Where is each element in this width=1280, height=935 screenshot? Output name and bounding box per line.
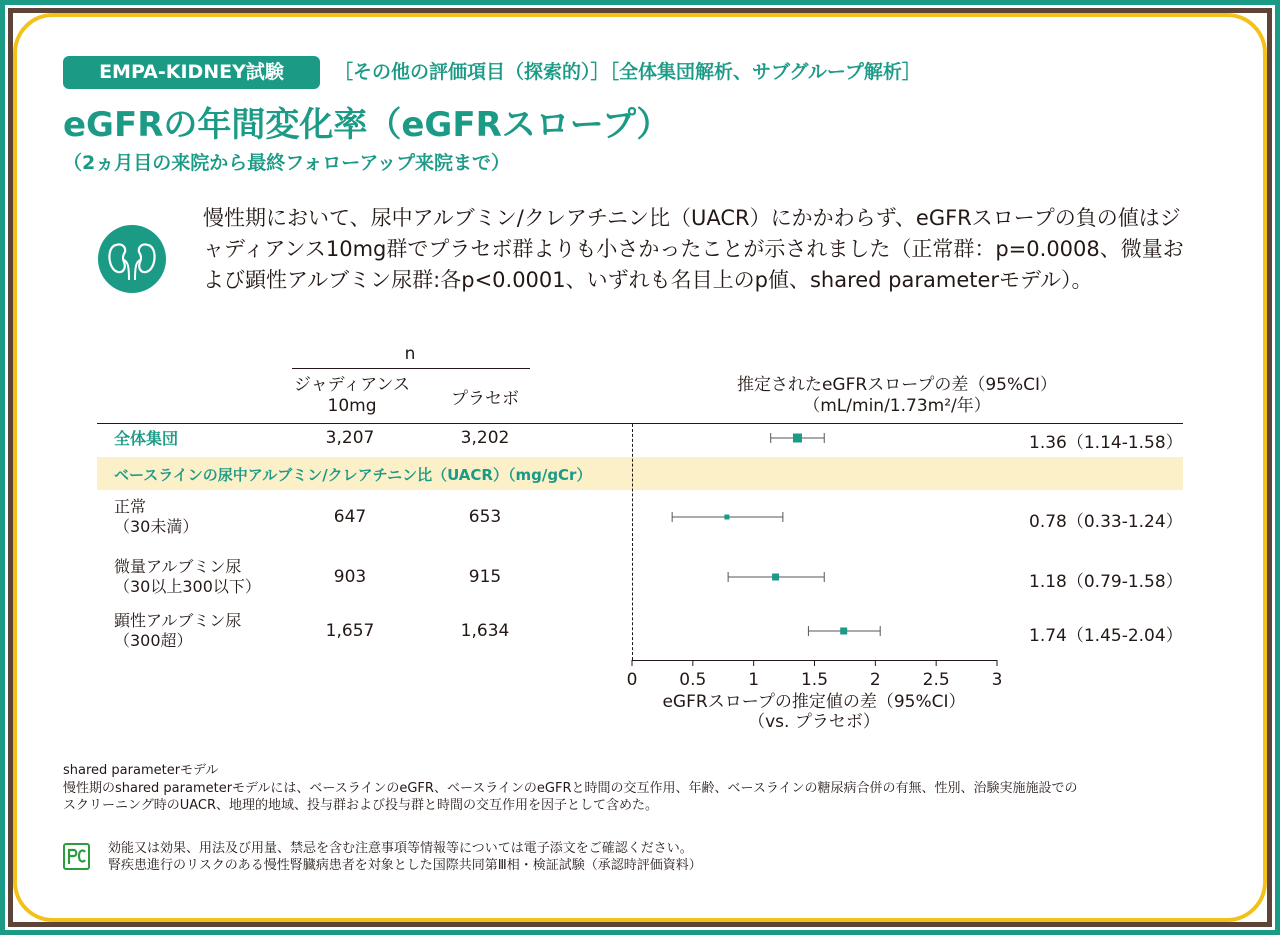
- n-placebo-overall: 3,202: [460, 428, 510, 448]
- row-label-macro: [114, 611, 241, 651]
- n-placebo-macro: 1,634: [460, 621, 510, 641]
- row-label-macro-line2: （300超）: [114, 631, 193, 650]
- page-subtitle: （2ヵ月目の来院から最終フォローアップ来院まで）: [63, 152, 510, 174]
- x-axis-line: [632, 660, 997, 661]
- n-drug-macro: 1,657: [325, 621, 375, 641]
- col-header-placebo: プラセボ: [451, 389, 519, 409]
- row-label-normal: [114, 497, 198, 537]
- trial-badge: EMPA-KIDNEY試験: [63, 56, 320, 89]
- x-tick-label-2: 1: [748, 670, 760, 690]
- col-header-effect-line2: （mL/min/1.73m²/年）: [803, 396, 991, 416]
- n-drug-overall: 3,207: [325, 428, 375, 448]
- n-placebo-normal: 653: [468, 507, 502, 527]
- ci-text-overall: 1.36（1.14-1.58）: [1029, 433, 1183, 453]
- page-title: eGFRの年間変化率（eGFRスロープ）: [63, 105, 671, 145]
- n-placebo-micro: 915: [468, 567, 502, 587]
- n-drug-normal: 647: [333, 507, 367, 527]
- x-tick-label-6: 3: [991, 670, 1003, 690]
- n-header: n: [404, 344, 416, 364]
- analysis-tags: ［その他の評価項目（探索的）］［全体集団解析、サブグループ解析］: [334, 61, 921, 83]
- col-header-drug-line1: ジャディアンス: [293, 375, 411, 395]
- subgroup-band-label: ベースラインの尿中アルブミン/クレアチニン比（UACR）（mg/gCr）: [114, 466, 592, 484]
- x-tick-label-1: 0.5: [679, 670, 707, 690]
- table-header-rule: [97, 423, 1183, 424]
- n-header-rule: [292, 368, 530, 369]
- pc-icon: [63, 843, 90, 870]
- row-label-micro: [114, 557, 261, 597]
- col-header-drug: [282, 375, 422, 417]
- reference-line: [632, 424, 633, 660]
- x-tick-label-3: 1.5: [800, 670, 829, 690]
- row-label-overall: 全体集団: [114, 429, 179, 448]
- disclaimer-line-2: 腎疾患進行のリスクのある慢性腎臓病患者を対象とした国際共同第Ⅲ相・検証試験（承認時評価資料）: [108, 858, 702, 873]
- x-axis-label: [614, 692, 1014, 732]
- ci-text-normal: 0.78（0.33-1.24）: [1029, 512, 1183, 532]
- n-drug-micro: 903: [333, 567, 367, 587]
- row-label-normal-line2: （30未満）: [114, 517, 199, 536]
- x-axis-label-line2: （vs. プラセボ）: [748, 712, 880, 732]
- col-header-drug-line2: 10mg: [327, 396, 377, 416]
- row-label-micro-line2: （30以上300以下）: [114, 577, 261, 596]
- col-header-effect: [712, 375, 1082, 417]
- disclaimer-line-1: 効能又は効果、用法及び用量、禁忌を含む注意事項等情報等については電子添文をご確認ください。: [108, 841, 693, 856]
- row-label-macro-line1: 顕性アルブミン尿: [114, 611, 242, 630]
- footnote-title: shared parameterモデル: [63, 763, 219, 778]
- row-label-normal-line1: 正常: [114, 497, 147, 516]
- footnote-line-2: スクリーニング時のUACR、地理的地域、投与群および投与群と時間の交互作用を因子として含めた。: [63, 798, 659, 813]
- x-tick-label-0: 0: [626, 670, 638, 690]
- x-tick-label-4: 2: [869, 670, 881, 690]
- kidney-icon: [97, 224, 167, 294]
- footnote-line-1: 慢性期のshared parameterモデルには、ベースラインのeGFR、ベースラインのeGFRと時間の交互作用、年齢、ベースラインの糖尿病合併の有無、性別、治験実施施設での: [63, 781, 1078, 796]
- row-label-micro-line1: 微量アルブミン尿: [114, 557, 242, 576]
- summary-text: 慢性期において、尿中アルブミン/クレアチニン比（UACR）にかかわらず、eGFRスロープの負の値はジャディアンス10mg群でプラセボ群よりも小さかったことが示されました（正常群：p=0.0008、微量および顕性アルブミン尿群:各p<0.0001、いずれも名目上のp値、shared parameterモデル）。: [203, 206, 1184, 292]
- col-header-effect-line1: 推定されたeGFRスロープの差（95%CI）: [736, 375, 1058, 395]
- x-axis-label-line1: eGFRスロープの推定値の差（95%CI）: [662, 692, 966, 712]
- x-tick-label-5: 2.5: [922, 670, 950, 690]
- ci-text-micro: 1.18（0.79-1.58）: [1029, 572, 1183, 592]
- ci-text-macro: 1.74（1.45-2.04）: [1029, 626, 1183, 646]
